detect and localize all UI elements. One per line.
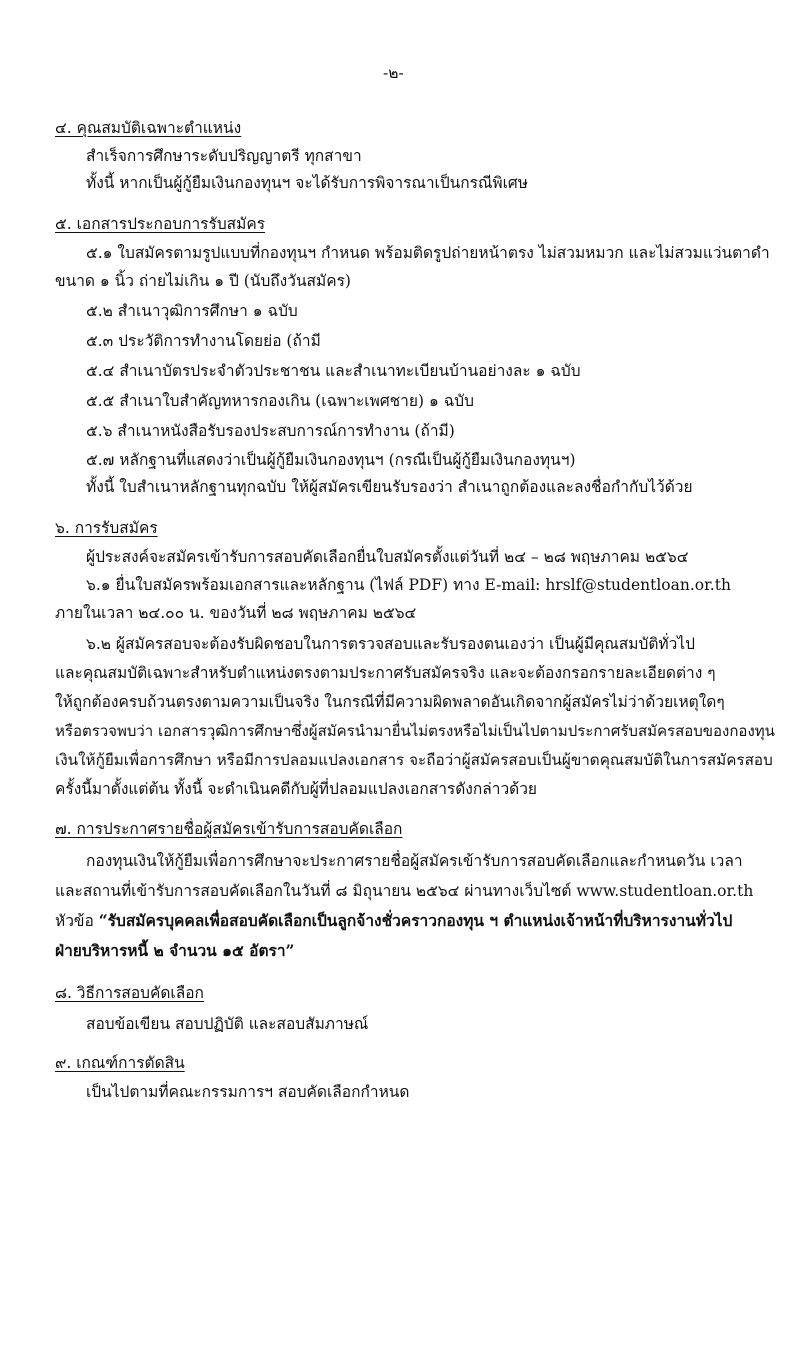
section-6-item-2-line: ๖.๒ ผู้สมัครสอบจะต้องรับผิดชอบในการตรวจสอบและรับรองตนเองว่า เป็นผู้มีคุณสมบัติทั่วไป [86,635,695,653]
section-7-topic-title: “รับสมัครบุคคลเพื่อสอบคัดเลือกเป็นลูกจ้างชั่วคราวกองทุน ฯ ตำแหน่งเจ้าหน้าที่บริหารงานทั่วไป [98,911,733,930]
section-7-topic-title-cont: ฝ่ายบริหารหนี้ ๒ จำนวน ๑๕ อัตรา” [55,941,295,960]
section-8-text: สอบข้อเขียน สอบปฏิบัติ และสอบสัมภาษณ์ [86,1015,369,1033]
section-8-heading: ๘. วิธีการสอบคัดเลือก [55,984,204,1002]
section-9-heading: ๙. เกณฑ์การตัดสิน [55,1054,185,1072]
section-6-item-2-line: เงินให้กู้ยืมเพื่อการศึกษา หรือมีการปลอมแปลงเอกสาร จะถือว่าผู้สมัครสอบเป็นผู้ขาดคุณสมบัติในการสมัครสอบ [55,751,773,769]
section-7-heading: ๗. การประกาศรายชื่อผู้สมัครเข้ารับการสอบคัดเลือก [55,820,403,838]
section-5-item: ๕.๖ สำเนาหนังสือรับรองประสบการณ์การทำงาน (ถ้ามี) [86,422,455,440]
section-6-item-1: ๖.๑ ยื่นใบสมัครพร้อมเอกสารและหลักฐาน (ไฟล์ PDF) ทาง E-mail: hrslf@studentloan.or.th [86,576,731,594]
section-5-note: ทั้งนี้ ใบสำเนาหลักฐานทุกฉบับ ให้ผู้สมัครเขียนรับรองว่า สำเนาถูกต้องและลงชื่อกำกับไว้ด้วย [86,478,693,496]
section-5-item-1: ๕.๑ ใบสมัครตามรูปแบบที่กองทุนฯ กำหนด พร้อมติดรูปถ่ายหน้าตรง ไม่สวมหมวก และไม่สวมแว่นตาดำ [86,244,770,262]
section-5-item: ๕.๒ สำเนาวุฒิการศึกษา ๑ ฉบับ [86,302,298,320]
section-4-line: ทั้งนี้ หากเป็นผู้กู้ยืมเงินกองทุนฯ จะได้รับการพิจารณาเป็นกรณีพิเศษ [86,174,528,192]
section-6-item-2-line: และคุณสมบัติเฉพาะสำหรับตำแหน่งตรงตามประกาศรับสมัครจริง และจะต้องกรอกรายละเอียดต่าง ๆ [55,664,716,682]
section-5-heading: ๕. เอกสารประกอบการรับสมัคร [55,215,266,233]
page-number: -๒- [383,64,404,82]
section-5-item: ๕.๓ ประวัติการทำงานโดยย่อ (ถ้ามี [86,332,321,350]
section-6-intro: ผู้ประสงค์จะสมัครเข้ารับการสอบคัดเลือกยื่นใบสมัครตั้งแต่วันที่ ๒๔ – ๒๘ พฤษภาคม ๒๕๖๔ [86,548,689,566]
section-6-item-1-cont: ภายในเวลา ๒๔.๐๐ น. ของวันที่ ๒๘ พฤษภาคม ๒๕๖๔ [55,604,417,622]
section-4-heading: ๔. คุณสมบัติเฉพาะตำแหน่ง [55,119,242,137]
section-7-topic-label: หัวข้อ [55,912,99,930]
section-6-item-2-line: ครั้งนี้มาตั้งแต่ต้น ทั้งนี้ จะดำเนินคดีกับผู้ที่ปลอมแปลงเอกสารดังกล่าวด้วย [55,780,538,798]
section-5-item: ๕.๗ หลักฐานที่แสดงว่าเป็นผู้กู้ยืมเงินกองทุนฯ (กรณีเป็นผู้กู้ยืมเงินกองทุนฯ) [86,451,576,469]
section-7-line: กองทุนเงินให้กู้ยืมเพื่อการศึกษาจะประกาศรายชื่อผู้สมัครเข้ารับการสอบคัดเลือกและกำหนดวัน เวลา [86,852,743,870]
section-7-line-3 [55,910,732,932]
section-9-text: เป็นไปตามที่คณะกรรมการฯ สอบคัดเลือกกำหนด [86,1083,410,1101]
section-7-line: และสถานที่เข้ารับการสอบคัดเลือกในวันที่ ๘ มิถุนายน ๒๕๖๔ ผ่านทางเว็บไซต์ www.studentloan.or.th [55,882,754,900]
section-5-item: ๕.๔ สำเนาบัตรประจำตัวประชาชน และสำเนาทะเบียนบ้านอย่างละ ๑ ฉบับ [86,362,581,380]
section-4-line: สำเร็จการศึกษาระดับปริญญาตรี ทุกสาขา [86,147,362,165]
section-6-item-2-line: ให้ถูกต้องครบถ้วนตรงตามความเป็นจริง ในกรณีที่มีความผิดพลาดอันเกิดจากผู้สมัครไม่ว่าด้วยเหตุใดๆ [55,693,725,711]
section-5-item: ๕.๕ สำเนาใบสำคัญทหารกองเกิน (เฉพาะเพศชาย) ๑ ฉบับ [86,392,474,410]
section-6-heading: ๖. การรับสมัคร [55,519,158,537]
section-5-item-1-cont: ขนาด ๑ นิ้ว ถ่ายไม่เกิน ๑ ปี (นับถึงวันสมัคร) [55,272,351,290]
section-6-item-2-line: หรือตรวจพบว่า เอกสารวุฒิการศึกษาซึ่งผู้สมัครนำมายื่นไม่ตรงหรือไม่เป็นไปตามประกาศรับสมัครสอบของกองทุน [55,722,775,740]
